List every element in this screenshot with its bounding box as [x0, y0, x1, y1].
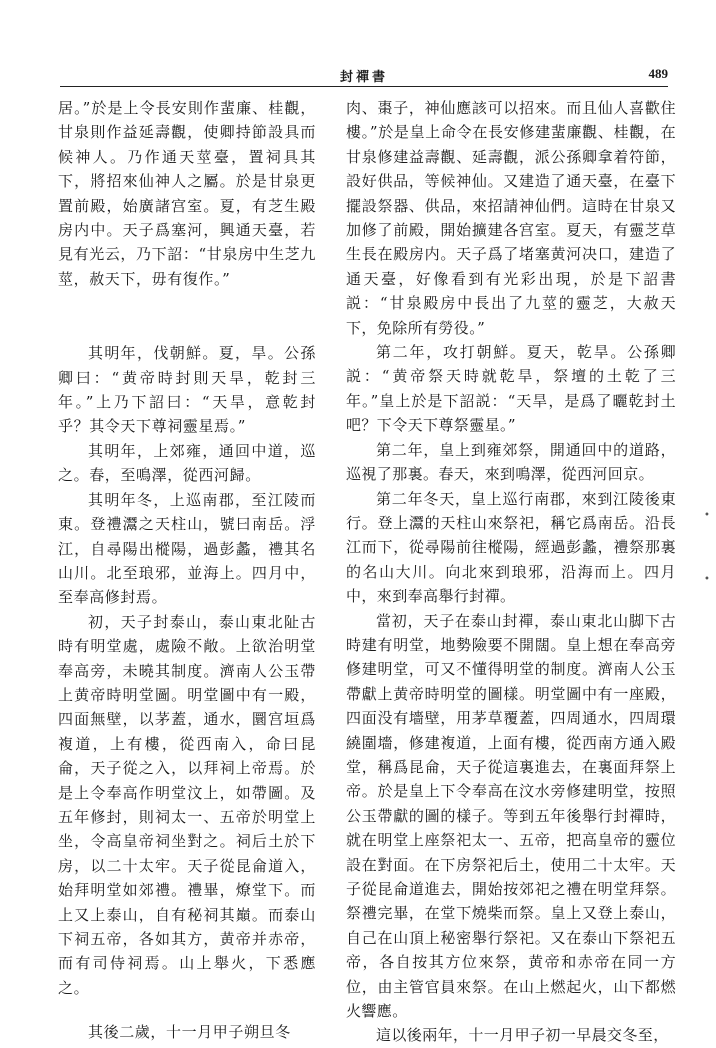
translation-paragraph-2: 第二年，攻打朝鮮。夏天，乾旱。公孫卿説：“黄帝祭天時就乾旱，祭壇的土乾了三年。”皇上於是下詔説：“天旱，是爲了曬乾封土吧？下令天下尊祭靈星。”	[346, 343, 676, 435]
page-number: 489	[648, 66, 668, 81]
translation-paragraph-4: 第二年冬天，皇上巡行南郡，來到江陵後東行。登上灊的天柱山來祭祀，稱它爲南岳。沿長江而下，從尋陽前往樅陽，經過彭蠡，禮祭那裏的名山大川。向北來到琅邪，沿海而上。四月中，來到奉高舉行封禪。	[346, 489, 676, 606]
classical-paragraph-2: 其明年，伐朝鮮。夏，旱。公孫卿曰：“黄帝時封則天旱，乾封三年。”上乃下詔曰：“天旱，意乾封乎？其令天下尊祠靈星焉。”	[58, 344, 316, 436]
margin-mark: •	[704, 574, 710, 585]
running-title: 封禪書	[339, 70, 388, 85]
paragraph-spacer	[58, 1000, 316, 1020]
header-rule	[60, 86, 668, 87]
translation-paragraph-3: 第二年，皇上到雍郊祭，開通回中的道路，巡視了那裏。春天，來到鳴澤，從西河回京。	[346, 440, 676, 484]
classical-paragraph-6: 其後二歲，十一月甲子朔旦冬	[88, 1023, 291, 1042]
margin-mark: •	[704, 510, 710, 521]
classical-paragraph-1: 居。”於是上令長安則作蜚廉、桂觀，甘泉則作益延壽觀，使卿持節設具而候神人。乃作通天莖臺，置祠具其下，將招來仙神人之屬。於是甘泉更置前殿，始廣諸宫室。夏，有芝生殿房内中。天子爲塞河，興通天臺，若見有光云，乃下詔：“甘泉房中生芝九莖，赦天下，毋有復作。”	[58, 99, 316, 288]
classical-text-column	[58, 96, 316, 1045]
translation-column	[346, 96, 676, 1048]
classical-paragraph-4: 其明年冬，上巡南郡，至江陵而東。登禮灊之天柱山，號曰南岳。浮江，自尋陽出樅陽，過彭蠡，禮其名山川。北至琅邪，並海上。四月中，至奉高修封焉。	[58, 490, 316, 607]
classical-paragraph-3: 其明年，上郊雍，通回中道，巡之。春，至鳴澤，從西河歸。	[58, 441, 316, 485]
translation-paragraph-6: 這以後兩年，十一月甲子初一早晨交冬至，	[376, 1026, 669, 1045]
translation-paragraph-1: 肉、棗子，神仙應該可以招來。而且仙人喜歡住樓。”於是皇上命令在長安修建蜚廉觀、桂觀，在甘泉修建益壽觀、延壽觀，派公孫卿拿着符節，設好供品，等候神仙。又建造了通天臺，在臺下擺設祭器、供品，來招請神仙們。這時在甘泉又加修了前殿，開始擴建各宫室。夏天，有靈芝草生長在殿房内。天子爲了堵塞黄河决口，建造了通天臺，好像看到有光彩出現，於是下詔書説：“甘泉殿房中長出了九莖的靈芝，大赦天下，免除所有勞役。”	[346, 99, 676, 337]
paragraph-spacer	[58, 291, 316, 341]
classical-paragraph-5: 初，天子封泰山，泰山東北阯古時有明堂處，處險不敞。上欲治明堂奉高旁，未曉其制度。濟南人公玉帶上黄帝時明堂圖。明堂圖中有一殿，四面無壁，以茅蓋，通水，圜宫垣爲複道，上有樓，從西南入，命曰昆侖，天子從之入，以拜祠上帝焉。於是上令奉高作明堂汶上，如帶圖。及五年修封，則祠太一、五帝於明堂上坐，令高皇帝祠坐對之。祠后土於下房，以二十太牢。天子從昆侖道入，始拜明堂如郊禮。禮畢，燎堂下。而上又上泰山，自有秘祠其巔。而泰山下祠五帝，各如其方，黄帝并赤帝，而有司侍祠焉。山上舉火，下悉應之。	[58, 612, 316, 997]
running-header	[60, 62, 668, 86]
translation-paragraph-5: 當初，天子在泰山封禪，泰山東北山脚下古時建有明堂，地勢險要不開闊。皇上想在奉高旁修建明堂，可又不懂得明堂的制度。濟南人公玉帶獻上黄帝時明堂的圖樣。明堂圖中有一座殿，四面没有墻壁，用茅草覆蓋，四周通水，四周環繞圍墻，修建複道，上面有樓，從西南方通入殿堂，稱爲昆侖，天子從這裏進去，在裏面拜祭上帝。於是皇上下令奉高在汶水旁修建明堂，按照公玉帶獻的圖的樣子。等到五年後舉行封禪時，就在明堂上座祭祀太一、五帝，把高皇帝的靈位設在對面。在下房祭祀后土，使用二十太牢。天子從昆侖道進去，開始按郊祀之禮在明堂拜祭。祭禮完畢，在堂下燒柴而祭。皇上又登上泰山，自己在山頂上秘密舉行祭祀。又在泰山下祭祀五帝，各自按其方位來祭，黄帝和赤帝在同一方位，由主管官員來祭。在山上燃起火，山下都燃火響應。	[346, 611, 676, 1021]
